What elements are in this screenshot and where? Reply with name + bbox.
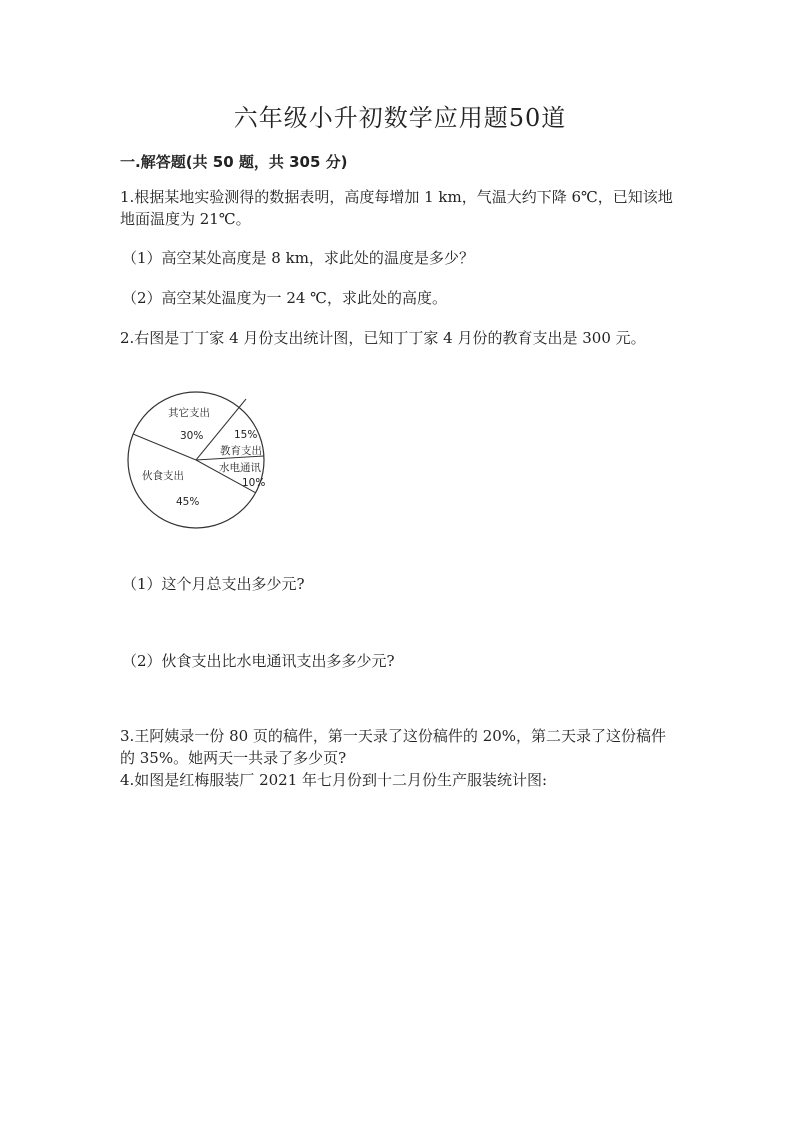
question-2-part-1: （1）这个月总支出多少元? bbox=[122, 575, 305, 593]
slice-value-food: 45% bbox=[176, 496, 200, 508]
question-4: 4.如图是红梅服装厂 2021 年七月份到十二月份生产服装统计图: bbox=[120, 771, 548, 789]
question-1-part-1: （1）高空某处高度是 8 km，求此处的温度是多少？ bbox=[122, 249, 474, 267]
slice-label-utilities: 水电通讯 bbox=[219, 462, 261, 474]
expense-pie-chart bbox=[124, 384, 279, 534]
slice-value-utilities: 10% bbox=[242, 477, 266, 489]
question-2: 2.右图是丁丁家 4 月份支出统计图，已知丁丁家 4 月份的教育支出是 300 元。 bbox=[120, 329, 646, 347]
question-1-part-2: （2）高空某处温度为一 24 ℃，求此处的高度。 bbox=[122, 289, 447, 307]
slice-label-education: 教育支出 bbox=[220, 445, 262, 457]
slice-value-other: 30% bbox=[180, 430, 204, 442]
question-3: 3.王阿姨录一份 80 页的稿件，第一天录了这份稿件的 20%，第二天录了这份稿件的 35%。她两天一共录了多少页? bbox=[120, 727, 667, 767]
slice-label-other: 其它支出 bbox=[168, 407, 210, 419]
slice-label-food: 伙食支出 bbox=[142, 470, 184, 482]
slice-value-education: 15% bbox=[234, 429, 258, 441]
question-2-part-2: （2）伙食支出比水电通讯支出多多少元? bbox=[122, 652, 395, 670]
section-heading: 一.解答题(共 50 题，共 305 分) bbox=[120, 153, 348, 171]
question-1: 1.根据某地实验测得的数据表明，高度每增加 1 km，气温大约下降 6℃，已知该地地面温度为 21℃。 bbox=[120, 188, 673, 228]
page-title: 六年级小升初数学应用题50道 bbox=[233, 104, 567, 132]
